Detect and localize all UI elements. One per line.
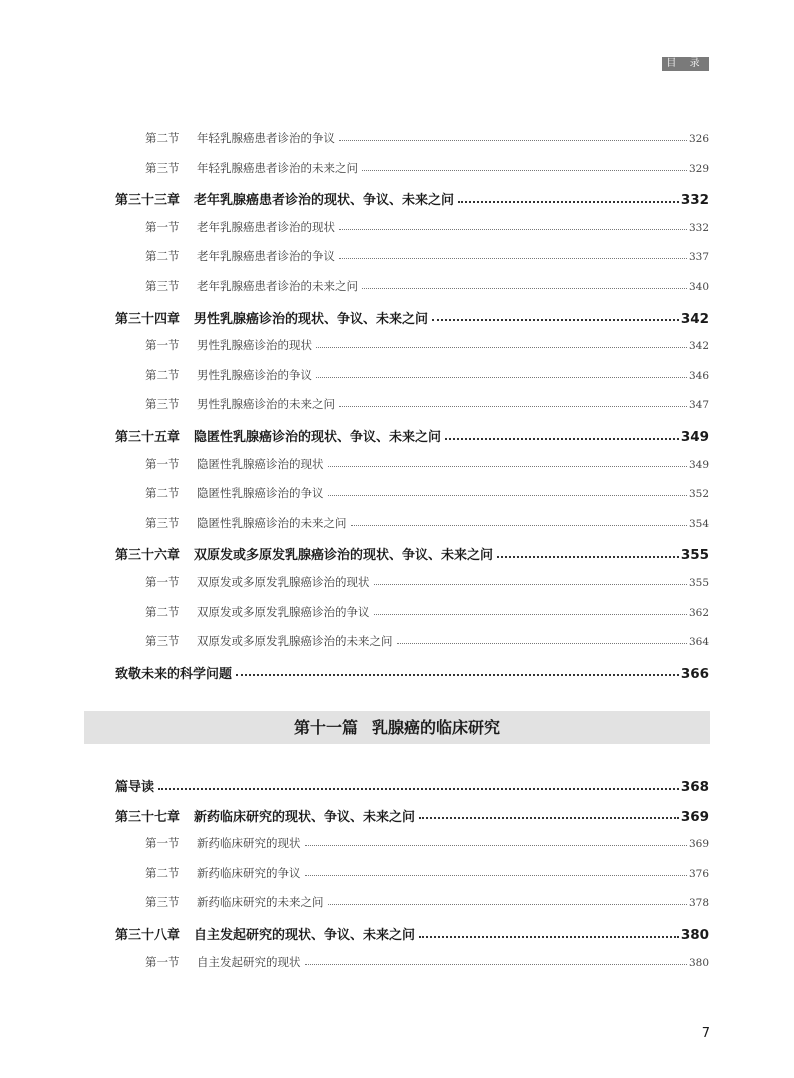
toc-entry-page: 355: [680, 547, 709, 564]
toc-dot-leader: [397, 643, 687, 644]
toc-header-tab: 目 录: [662, 57, 709, 71]
toc-entry-title: 自主发起研究的现状: [197, 954, 301, 969]
toc-entry-title: 老年乳腺癌患者诊治的现状、争议、未来之问: [194, 193, 455, 209]
toc-section-entry[interactable]: [145, 337, 709, 353]
toc-entry-title: 篇导读: [115, 780, 155, 795]
toc-section-entry[interactable]: [145, 278, 709, 294]
toc-dot-leader: [328, 904, 687, 905]
toc-chapter-entry[interactable]: [115, 426, 709, 445]
toc-dot-leader: [458, 201, 679, 203]
toc-entry-title: 自主发起研究的现状、争议、未来之问: [194, 928, 416, 943]
toc-entry-number: 第三节: [145, 895, 180, 910]
toc-entry-title: 隐匿性乳腺癌诊治的现状、争议、未来之问: [194, 430, 442, 445]
toc-chapter-entry[interactable]: [115, 189, 709, 208]
toc-entry-number: 第一节: [145, 575, 180, 589]
toc-entry-number: 第二节: [145, 131, 180, 145]
toc-section-entry[interactable]: [145, 515, 709, 531]
toc-dot-leader: [339, 140, 687, 141]
toc-entry-page: 337: [688, 251, 709, 264]
toc-entry-page: 326: [688, 133, 709, 145]
toc-entry-page: 362: [688, 606, 709, 619]
toc-dot-leader: [316, 377, 687, 378]
toc-entry-title: 年轻乳腺癌患者诊治的未来之问: [197, 160, 358, 175]
toc-entry-page: 346: [688, 369, 709, 382]
toc-entry-page: 347: [688, 399, 709, 412]
toc-entry-number: 第一节: [145, 954, 180, 969]
toc-section-entry[interactable]: [145, 160, 709, 176]
toc-section-entry[interactable]: [145, 219, 709, 235]
toc-dot-leader: [351, 525, 687, 526]
toc-entry-page: 340: [688, 281, 709, 293]
toc-section-entry[interactable]: [145, 130, 709, 146]
toc-entry-number: 第一节: [145, 219, 180, 234]
toc-entry-number: 第三十六章: [115, 548, 181, 564]
toc-entry-number: 第一节: [145, 338, 180, 353]
toc-entry-title: 老年乳腺癌患者诊治的现状: [197, 219, 335, 234]
toc-entry-title: 双原发或多原发乳腺癌诊治的未来之问: [197, 634, 393, 649]
toc-dot-leader: [362, 288, 687, 289]
toc-entry-number: 第三节: [145, 279, 180, 293]
toc-entry-number: 第二节: [145, 249, 180, 264]
toc-entry-page: 368: [680, 779, 709, 795]
toc-dot-leader: [445, 438, 679, 440]
toc-entry-title: 新药临床研究的现状: [197, 836, 301, 851]
toc-entry-title: 男性乳腺癌诊治的未来之问: [197, 397, 335, 412]
toc-section-entry[interactable]: [145, 604, 709, 620]
toc-entry-page: 366: [680, 665, 709, 682]
toc-entry-page: 369: [688, 838, 709, 851]
toc-entry-title: 新药临床研究的未来之问: [197, 895, 324, 910]
toc-entry-title: 双原发或多原发乳腺癌诊治的争议: [197, 604, 370, 619]
toc-section-entry[interactable]: [145, 456, 709, 472]
toc-dot-leader: [316, 347, 687, 348]
toc-entry-number: 第三十八章: [115, 928, 181, 943]
toc-entry-number: 第三节: [145, 634, 180, 649]
toc-entry-page: 342: [688, 340, 709, 353]
toc-dot-leader: [339, 229, 687, 230]
toc-section-entry[interactable]: [145, 633, 709, 649]
toc-section-entry[interactable]: [145, 954, 709, 970]
toc-entry-number: 第一节: [145, 836, 180, 851]
toc-entry-title: 年轻乳腺癌患者诊治的争议: [197, 131, 335, 145]
toc-entry-title: 老年乳腺癌患者诊治的争议: [197, 249, 335, 264]
page-number: 7: [701, 1026, 710, 1041]
toc-dot-leader: [339, 258, 687, 259]
toc-entry-number: 第二节: [145, 865, 180, 880]
toc-section-entry[interactable]: [145, 485, 709, 501]
toc-dot-leader: [432, 319, 679, 321]
toc-entry-page: 332: [680, 192, 709, 209]
toc-chapter-entry[interactable]: [115, 308, 709, 327]
toc-entry-page: 378: [688, 897, 709, 910]
toc-entry-page: 349: [680, 429, 709, 445]
toc-dot-leader: [328, 466, 687, 467]
toc-entry-number: 第三节: [145, 515, 180, 530]
toc-section-entry[interactable]: [145, 835, 709, 851]
toc-entry-number: 第二节: [145, 486, 180, 501]
toc-dot-leader: [305, 845, 687, 846]
toc-dot-leader: [497, 556, 679, 558]
toc-entry-number: 第三十三章: [115, 193, 181, 209]
toc-entry-title: 新药临床研究的现状、争议、未来之问: [194, 809, 416, 825]
toc-entry-page: 332: [688, 221, 709, 234]
toc-entry-title: 男性乳腺癌诊治的争议: [197, 367, 312, 382]
toc-entry-title: 隐匿性乳腺癌诊治的争议: [197, 486, 324, 501]
toc-entry-title: 男性乳腺癌诊治的现状、争议、未来之问: [194, 311, 429, 327]
toc-entry-page: 352: [688, 488, 709, 501]
toc-chapter-entry[interactable]: [115, 776, 709, 795]
toc-dot-leader: [236, 674, 679, 676]
toc-entry-number: 第三十四章: [115, 311, 181, 327]
toc-dot-leader: [339, 406, 687, 407]
toc-entry-number: 第二节: [145, 604, 180, 619]
toc-entry-page: 329: [688, 162, 709, 175]
toc-entry-number: 第一节: [145, 456, 180, 471]
toc-entry-title: 新药临床研究的争议: [197, 865, 301, 880]
toc-entry-page: 364: [688, 636, 709, 649]
toc-chapter-entry[interactable]: [115, 924, 709, 943]
part-number: 第十一篇: [293, 718, 358, 737]
toc-entry-page: 369: [680, 808, 709, 825]
toc-entry-number: 第三节: [145, 160, 180, 175]
toc-dot-leader: [419, 936, 679, 938]
toc-entry-title: 双原发或多原发乳腺癌诊治的现状: [197, 575, 370, 589]
toc-entry-title: 隐匿性乳腺癌诊治的未来之问: [197, 515, 347, 530]
toc-dot-leader: [419, 817, 679, 819]
toc-entry-page: 376: [688, 867, 709, 880]
toc-dot-leader: [362, 170, 687, 171]
toc-entry-title: 致敬未来的科学问题: [115, 666, 233, 682]
toc-entry-page: 354: [688, 517, 709, 530]
toc-entry-page: 355: [688, 577, 709, 589]
toc-chapter-entry[interactable]: [115, 544, 709, 563]
toc-entry-title: 男性乳腺癌诊治的现状: [197, 338, 312, 353]
toc-dot-leader: [158, 788, 679, 790]
part-title: 乳腺癌的临床研究: [372, 718, 501, 737]
toc-entry-title: 双原发或多原发乳腺癌诊治的现状、争议、未来之问: [194, 548, 494, 564]
toc-entry-title: 隐匿性乳腺癌诊治的现状: [197, 456, 324, 471]
toc-chapter-entry[interactable]: [115, 806, 709, 825]
toc-entry-page: 380: [688, 956, 709, 969]
toc-entry-number: 第三十五章: [115, 430, 181, 445]
toc-entry-title: 老年乳腺癌患者诊治的未来之问: [197, 279, 358, 293]
toc-section-entry[interactable]: [145, 367, 709, 383]
toc-section-entry[interactable]: [145, 894, 709, 910]
toc-section-entry[interactable]: [145, 248, 709, 264]
toc-entry-page: 342: [680, 310, 709, 327]
toc-dot-leader: [305, 964, 687, 965]
toc-dot-leader: [374, 584, 687, 585]
toc-dot-leader: [328, 495, 687, 496]
toc-entry-number: 第三节: [145, 397, 180, 412]
toc-chapter-entry[interactable]: [115, 663, 709, 682]
toc-section-entry[interactable]: [145, 396, 709, 412]
toc-entry-number: 第三十七章: [115, 809, 181, 825]
toc-dot-leader: [374, 614, 687, 615]
toc-dot-leader: [305, 875, 687, 876]
toc-section-entry[interactable]: [145, 865, 709, 881]
toc-section-entry[interactable]: [145, 574, 709, 590]
part-banner: [84, 711, 710, 744]
toc-entry-number: 第二节: [145, 367, 180, 382]
toc-entry-page: 349: [688, 458, 709, 471]
toc-entry-page: 380: [680, 927, 709, 943]
